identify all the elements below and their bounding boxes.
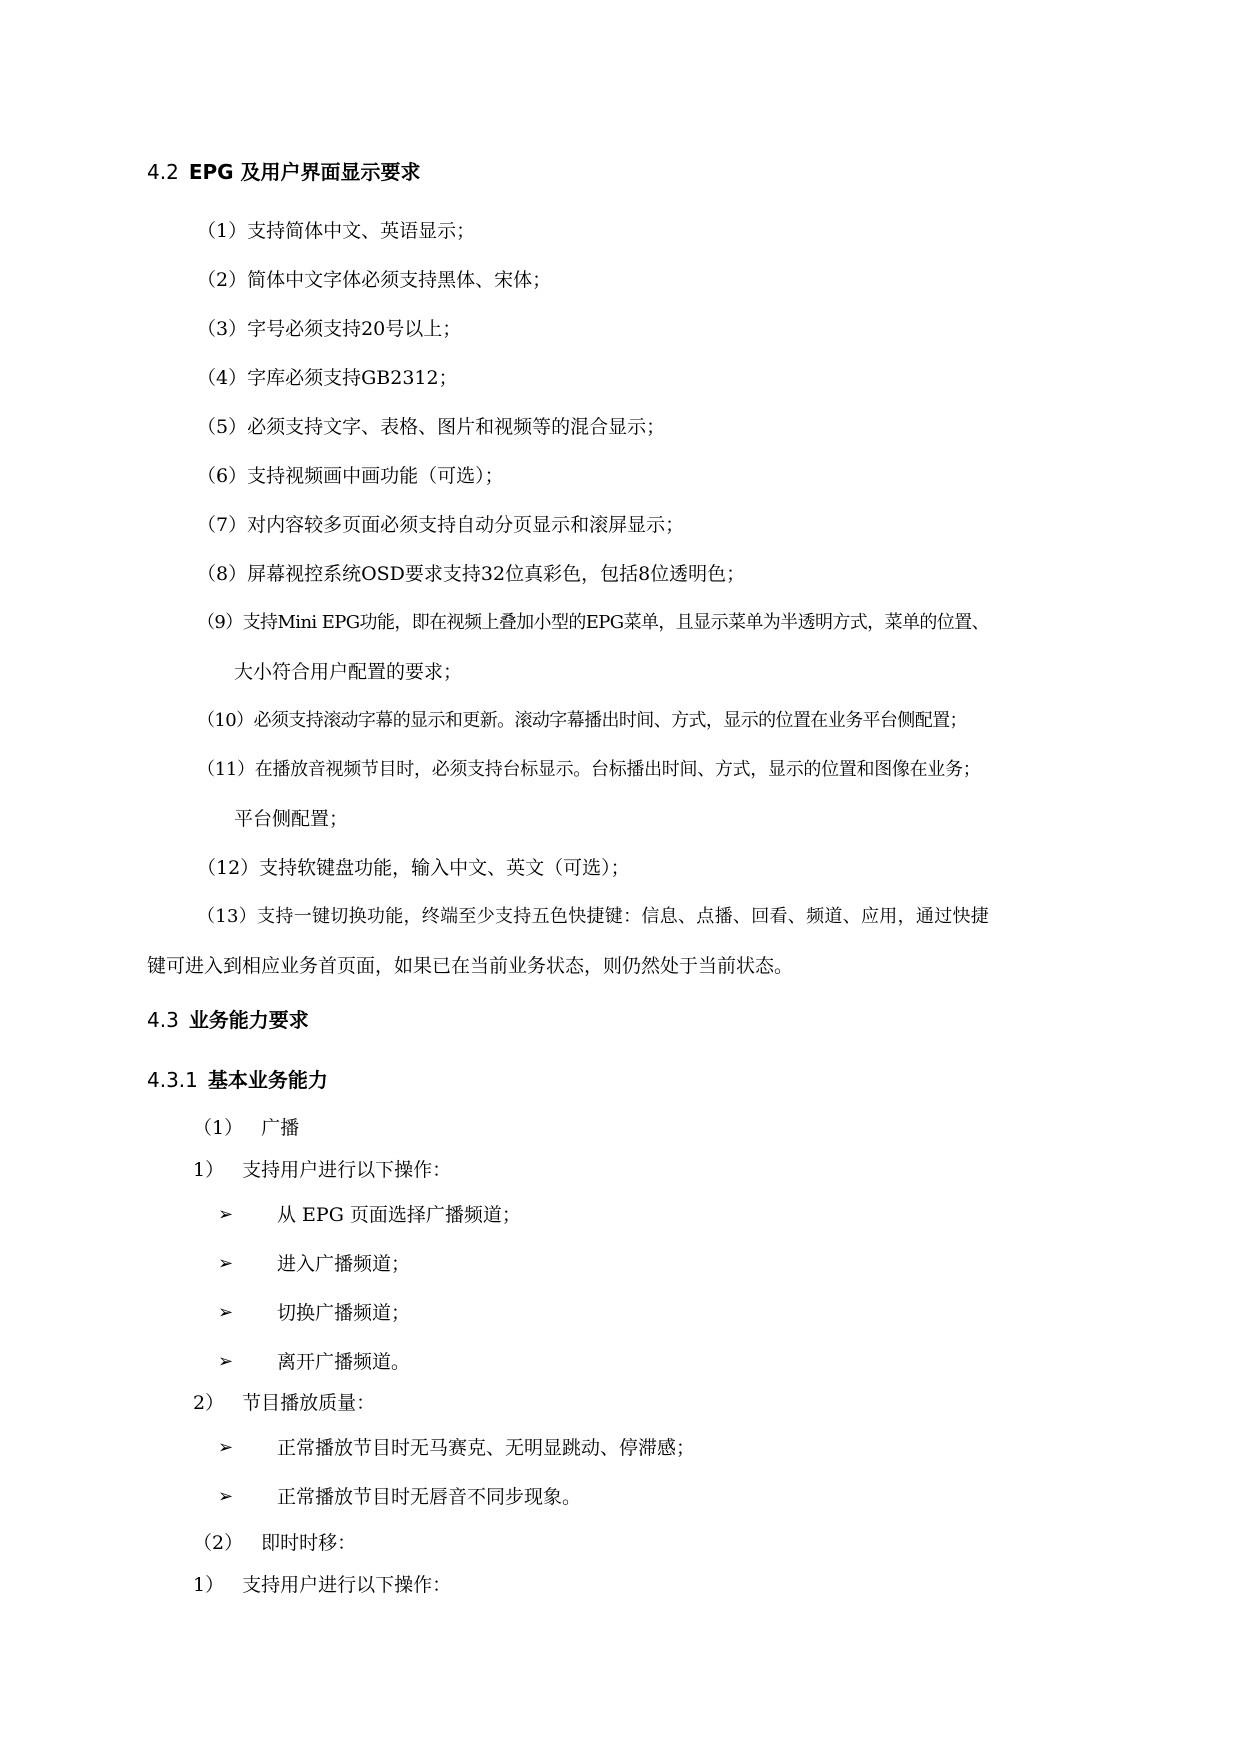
bullet-arrow-icon: ➢ [218,1486,234,1507]
section-heading-4-3 [147,1008,309,1032]
section-number: 4.3 [147,1008,179,1032]
subsection-broadcast [193,1116,299,1140]
list-item: （9）支持Mini EPG功能，即在视频上叠加小型的EPG菜单，且显示菜单为半透明方式，菜单的位置、 [197,612,989,633]
list-item: （11）在播放音视频节目时，必须支持台标显示。台标播出时间、方式，显示的位置和图像在业务； [197,759,981,780]
list-item: （13）支持一键切换功能，终端至少支持五色快捷键：信息、点播、回看、频道、应用，通过快捷 [197,906,990,927]
sub-item-label: 1） [193,1574,225,1596]
bullet-arrow-icon: ➢ [218,1204,234,1225]
item-label: （2） [193,1532,244,1554]
section-title: 基本业务能力 [207,1068,328,1092]
list-item: （6）支持视频画中画功能（可选）； [197,465,504,487]
item-label: （1） [193,1117,244,1139]
list-item: （3）字号必须支持20号以上； [197,318,462,340]
sub-item-label: 1） [193,1159,225,1181]
subsection-timeshift [193,1531,356,1555]
section-title: EPG 及用户界面显示要求 [188,160,421,184]
bullet-item: 离开广播频道。 [277,1351,411,1373]
bullet-item: 正常播放节目时无唇音不同步现象。 [277,1486,582,1508]
section-number: 4.3.1 [147,1068,198,1092]
sub-item-label: 2） [193,1392,225,1414]
sub-item-text: 支持用户进行以下操作： [242,1574,452,1596]
sub-item [193,1573,451,1597]
list-item: （12）支持软键盘功能，输入中文、英文（可选）； [197,857,630,879]
item-name: 广播 [261,1117,300,1139]
sub-item-text: 节目播放质量： [242,1392,376,1414]
sub-item [193,1391,375,1415]
list-item-continuation: 键可进入到相应业务首页面，如果已在当前业务状态，则仍然处于当前状态。 [147,955,794,977]
bullet-item: 切换广播频道； [277,1302,411,1324]
bullet-arrow-icon: ➢ [218,1437,234,1458]
list-item: （1）支持简体中文、英语显示； [197,220,476,242]
list-item: （8）屏幕视控系统OSD要求支持32位真彩色，包括8位透明色； [197,563,746,585]
bullet-arrow-icon: ➢ [218,1253,234,1274]
list-item: （2）简体中文字体必须支持黑体、宋体； [197,269,552,291]
bullet-item: 正常播放节目时无马赛克、无明显跳动、停滞感； [277,1437,696,1459]
list-item: （4）字库必须支持GB2312； [197,367,458,389]
sub-item-text: 支持用户进行以下操作： [242,1159,452,1181]
bullet-arrow-icon: ➢ [218,1302,234,1323]
list-item: （5）必须支持文字、表格、图片和视频等的混合显示； [197,416,666,438]
section-number: 4.2 [147,160,179,184]
bullet-item: 从 EPG 页面选择广播频道； [277,1204,521,1226]
list-item-continuation: 平台侧配置； [234,808,349,830]
list-item: （10）必须支持滚动字幕的显示和更新。滚动字幕播出时间、方式，显示的位置在业务平台侧配置； [197,710,967,731]
list-item-continuation: 大小符合用户配置的要求； [234,661,463,683]
bullet-item: 进入广播频道； [277,1253,411,1275]
bullet-arrow-icon: ➢ [218,1351,234,1372]
item-name: 即时时移： [261,1532,357,1554]
sub-item [193,1158,451,1182]
section-heading-4-2 [147,160,421,184]
section-title: 业务能力要求 [188,1008,309,1032]
list-item: （7）对内容较多页面必须支持自动分页显示和滚屏显示； [197,514,685,536]
section-heading-4-3-1 [147,1068,328,1092]
